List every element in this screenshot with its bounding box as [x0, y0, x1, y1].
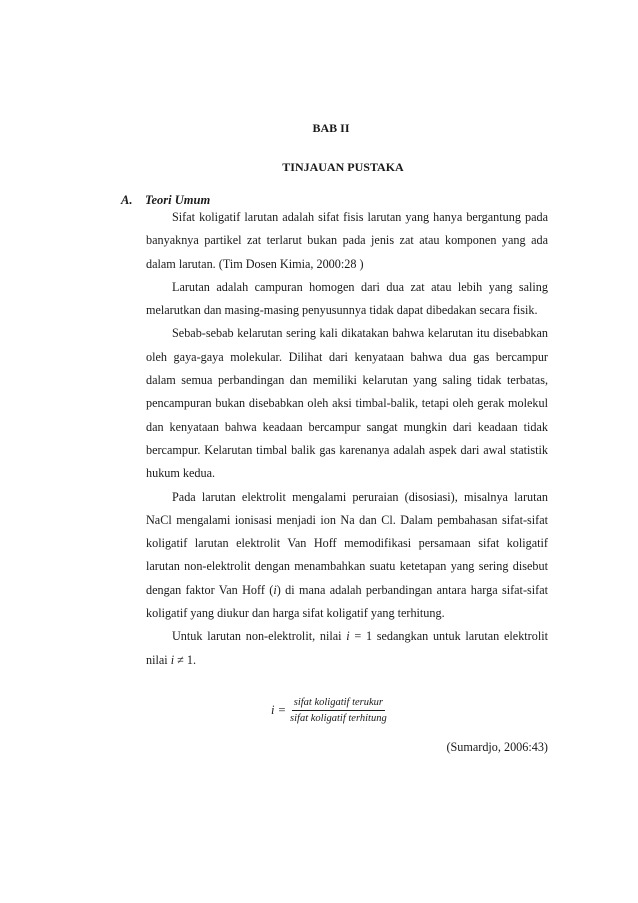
citation: (Sumardjo, 2006:43) — [446, 740, 548, 754]
formula-denominator: sifat koligatif terhitung — [290, 713, 387, 724]
section-title: Teori Umum — [145, 193, 211, 207]
formula-numerator: sifat koligatif terukur — [292, 697, 385, 711]
body-text — [146, 206, 548, 672]
paragraph-text: Untuk larutan non-elektrolit, nilai — [172, 629, 347, 644]
paragraph: Sebab-sebab kelarutan sering kali dikatakan bahwa kelarutan itu disebabkan oleh gaya-gaya molekular. Dilihat dari kenyataan bahwa dua gas bercampur dalam semua perbandingan dan memiliki kelarutan yang saling tidak terbatas, pencampuran bukan disebabkan oleh aksi timbal-balik, tetapi oleh gerak molekul dan kenyataan bahwa keadaan bercampur sangat mungkin dari keadaan tidak bercampur. Kelarutan timbal balik gas karenanya adalah aspek dari awal statistik hukum kedua. — [146, 326, 548, 481]
paragraph: Sifat koligatif larutan adalah sifat fisis larutan yang hanya bergantung pada banyaknya partikel zat terlarut bukan pada jenis zat atau komponen yang ada dalam larutan. (Tim Dosen Kimia, 2000:28 ) — [146, 210, 548, 271]
paragraph-text: = 1 sedangkan untuk larutan elektrolit nilai — [146, 629, 548, 667]
vant-hoff-symbol: i — [346, 629, 350, 644]
formula — [271, 697, 387, 724]
chapter-title: TINJAUAN PUSTAKA — [282, 160, 404, 174]
paragraph-text: Pada larutan elektrolit mengalami peruraian (disosiasi), misalnya larutan NaCl mengalami ionisasi menjadi ion Na dan Cl. Dalam pembahasan sifat-sifat koligatif larutan elektrolit Van Hoff memodifikasi persamaan sifat koligatif larutan non-elektrolit dengan menambahkan suatu ketetapan yang sering disebut dengan faktor Van Hoff ( — [146, 489, 548, 597]
paragraph-text: ≠ 1. — [174, 652, 197, 667]
formula-lhs: i = — [271, 703, 287, 717]
paragraph: Larutan adalah campuran homogen dari dua zat atau lebih yang saling melarutkan dan masing-masing penyusunnya tidak dapat dibedakan secara fisik. — [146, 279, 548, 318]
chapter-heading: BAB II — [312, 121, 350, 135]
section-number: A. — [121, 193, 133, 207]
paragraph-text: ) di mana adalah perbandingan antara harga sifat-sifat koligatif yang diukur dan harga sifat koligatif yang terhitung. — [146, 582, 548, 621]
vant-hoff-symbol: i — [170, 652, 175, 667]
formula-fraction — [290, 697, 387, 724]
paragraph — [146, 486, 548, 626]
vant-hoff-symbol: i — [273, 582, 277, 597]
paragraph — [146, 625, 548, 672]
